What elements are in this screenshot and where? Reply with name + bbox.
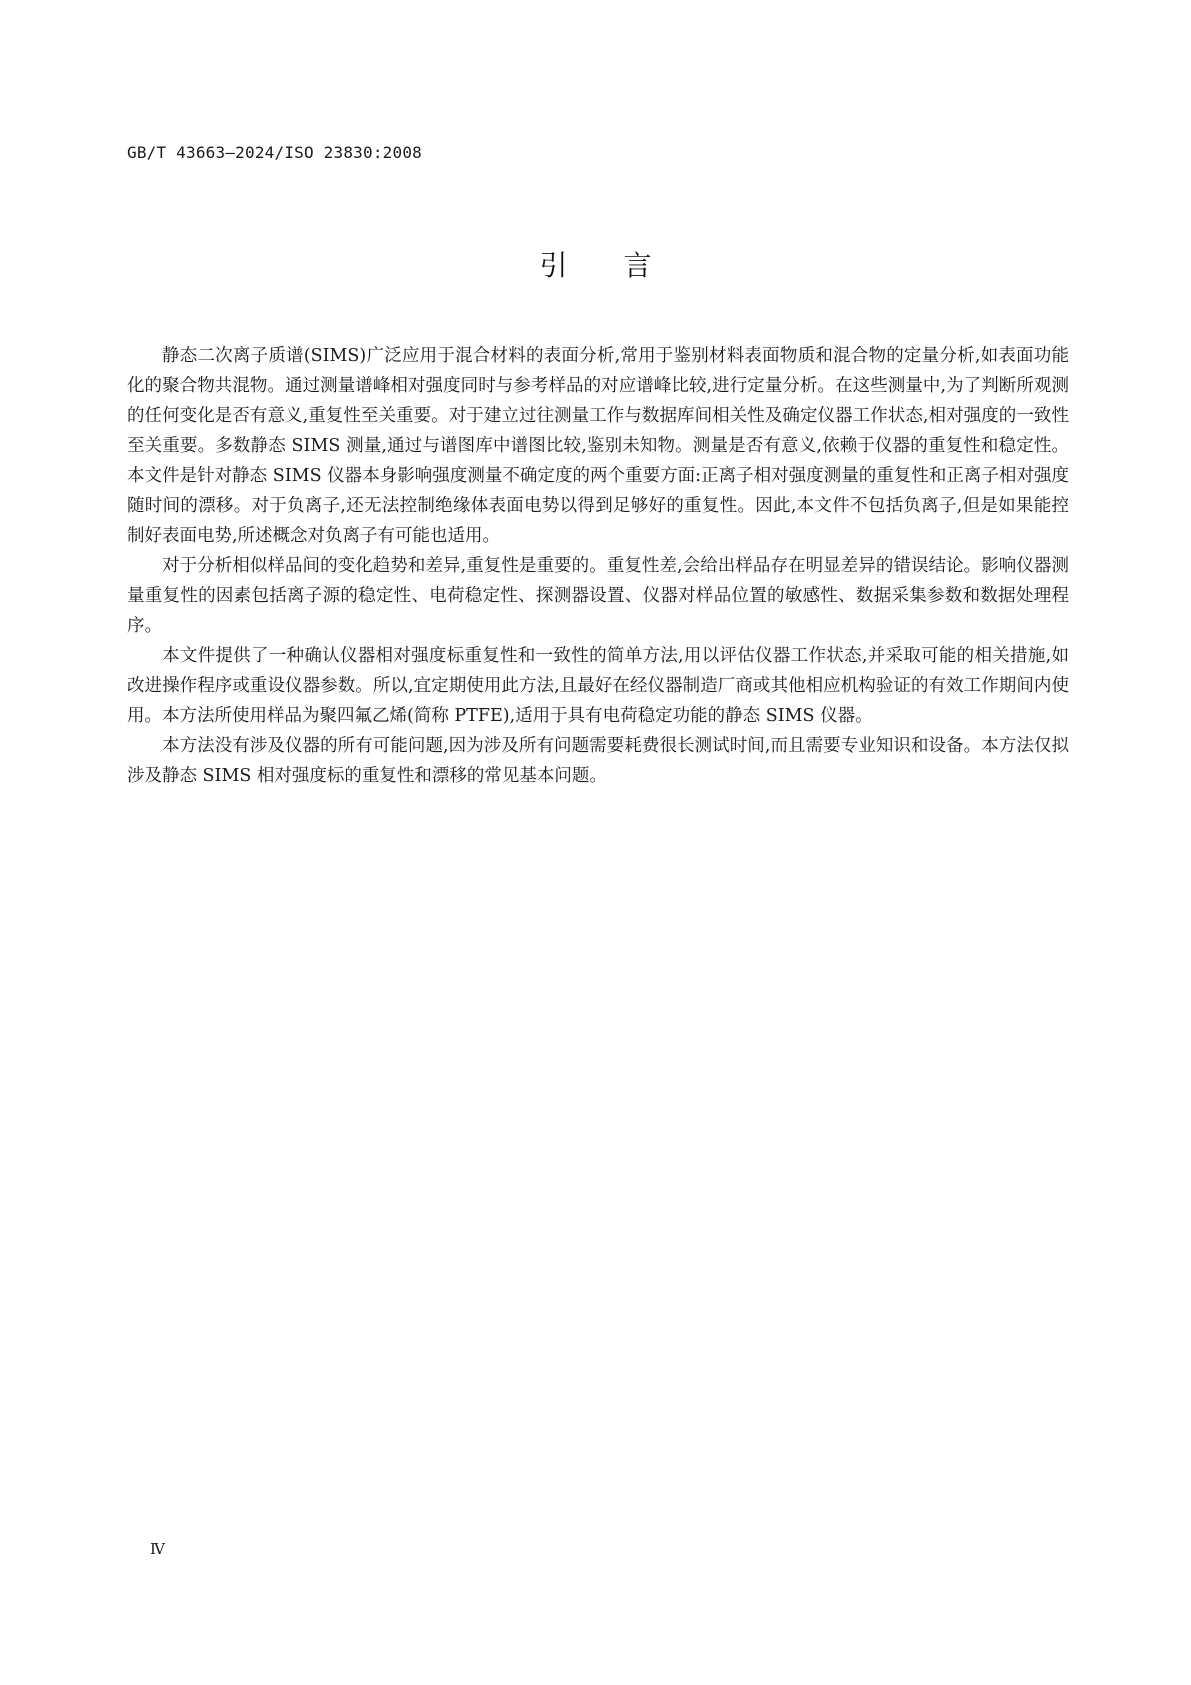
body-content bbox=[127, 341, 1069, 791]
paragraph-4: 本方法没有涉及仪器的所有可能问题,因为涉及所有问题需要耗费很长测试时间,而且需要专业知识和设备。本方法仅拟涉及静态 SIMS 相对强度标的重复性和漂移的常见基本问题。 bbox=[127, 736, 1069, 786]
paragraph-1: 静态二次离子质谱(SIMS)广泛应用于混合材料的表面分析,常用于鉴别材料表面物质和混合物的定量分析,如表面功能化的聚合物共混物。通过测量谱峰相对强度同时与参考样品的对应谱峰比较,进行定量分析。在这些测量中,为了判断所观测的任何变化是否有意义,重复性至关重要。对于建立过往测量工作与数据库间相关性及确定仪器工作状态,相对强度的一致性至关重要。多数静态 SIMS 测量,通过与谱图库中谱图比较,鉴别未知物。测量是否有意义,依赖于仪器的重复性和稳定性。本文件是针对静态 SIMS 仪器本身影响强度测量不确定度的两个重要方面:正离子相对强度测量的重复性和正离子相对强度随时间的漂移。对于负离子,还无法控制绝缘体表面电势以得到足够好的重复性。因此,本文件不包括负离子,但是如果能控制好表面电势,所述概念对负离子有可能也适用。 bbox=[127, 346, 1069, 546]
paragraph-3: 本文件提供了一种确认仪器相对强度标重复性和一致性的简单方法,用以评估仪器工作状态,并采取可能的相关措施,如改进操作程序或重设仪器参数。所以,宜定期使用此方法,且最好在经仪器制造厂商或其他相应机构验证的有效工作期间内使用。本方法所使用样品为聚四氟乙烯(简称 PTFE),适用于具有电荷稳定功能的静态 SIMS 仪器。 bbox=[127, 646, 1069, 726]
standard-code-header: GB/T 43663—2024/ISO 23830:2008 bbox=[127, 143, 422, 162]
page-number: Ⅳ bbox=[150, 1540, 165, 1558]
section-title: 引言 bbox=[539, 249, 708, 282]
paragraph-2: 对于分析相似样品间的变化趋势和差异,重复性是重要的。重复性差,会给出样品存在明显差异的错误结论。影响仪器测量重复性的因素包括离子源的稳定性、电荷稳定性、探测器设置、仪器对样品位置的敏感性、数据采集参数和数据处理程序。 bbox=[127, 556, 1069, 636]
